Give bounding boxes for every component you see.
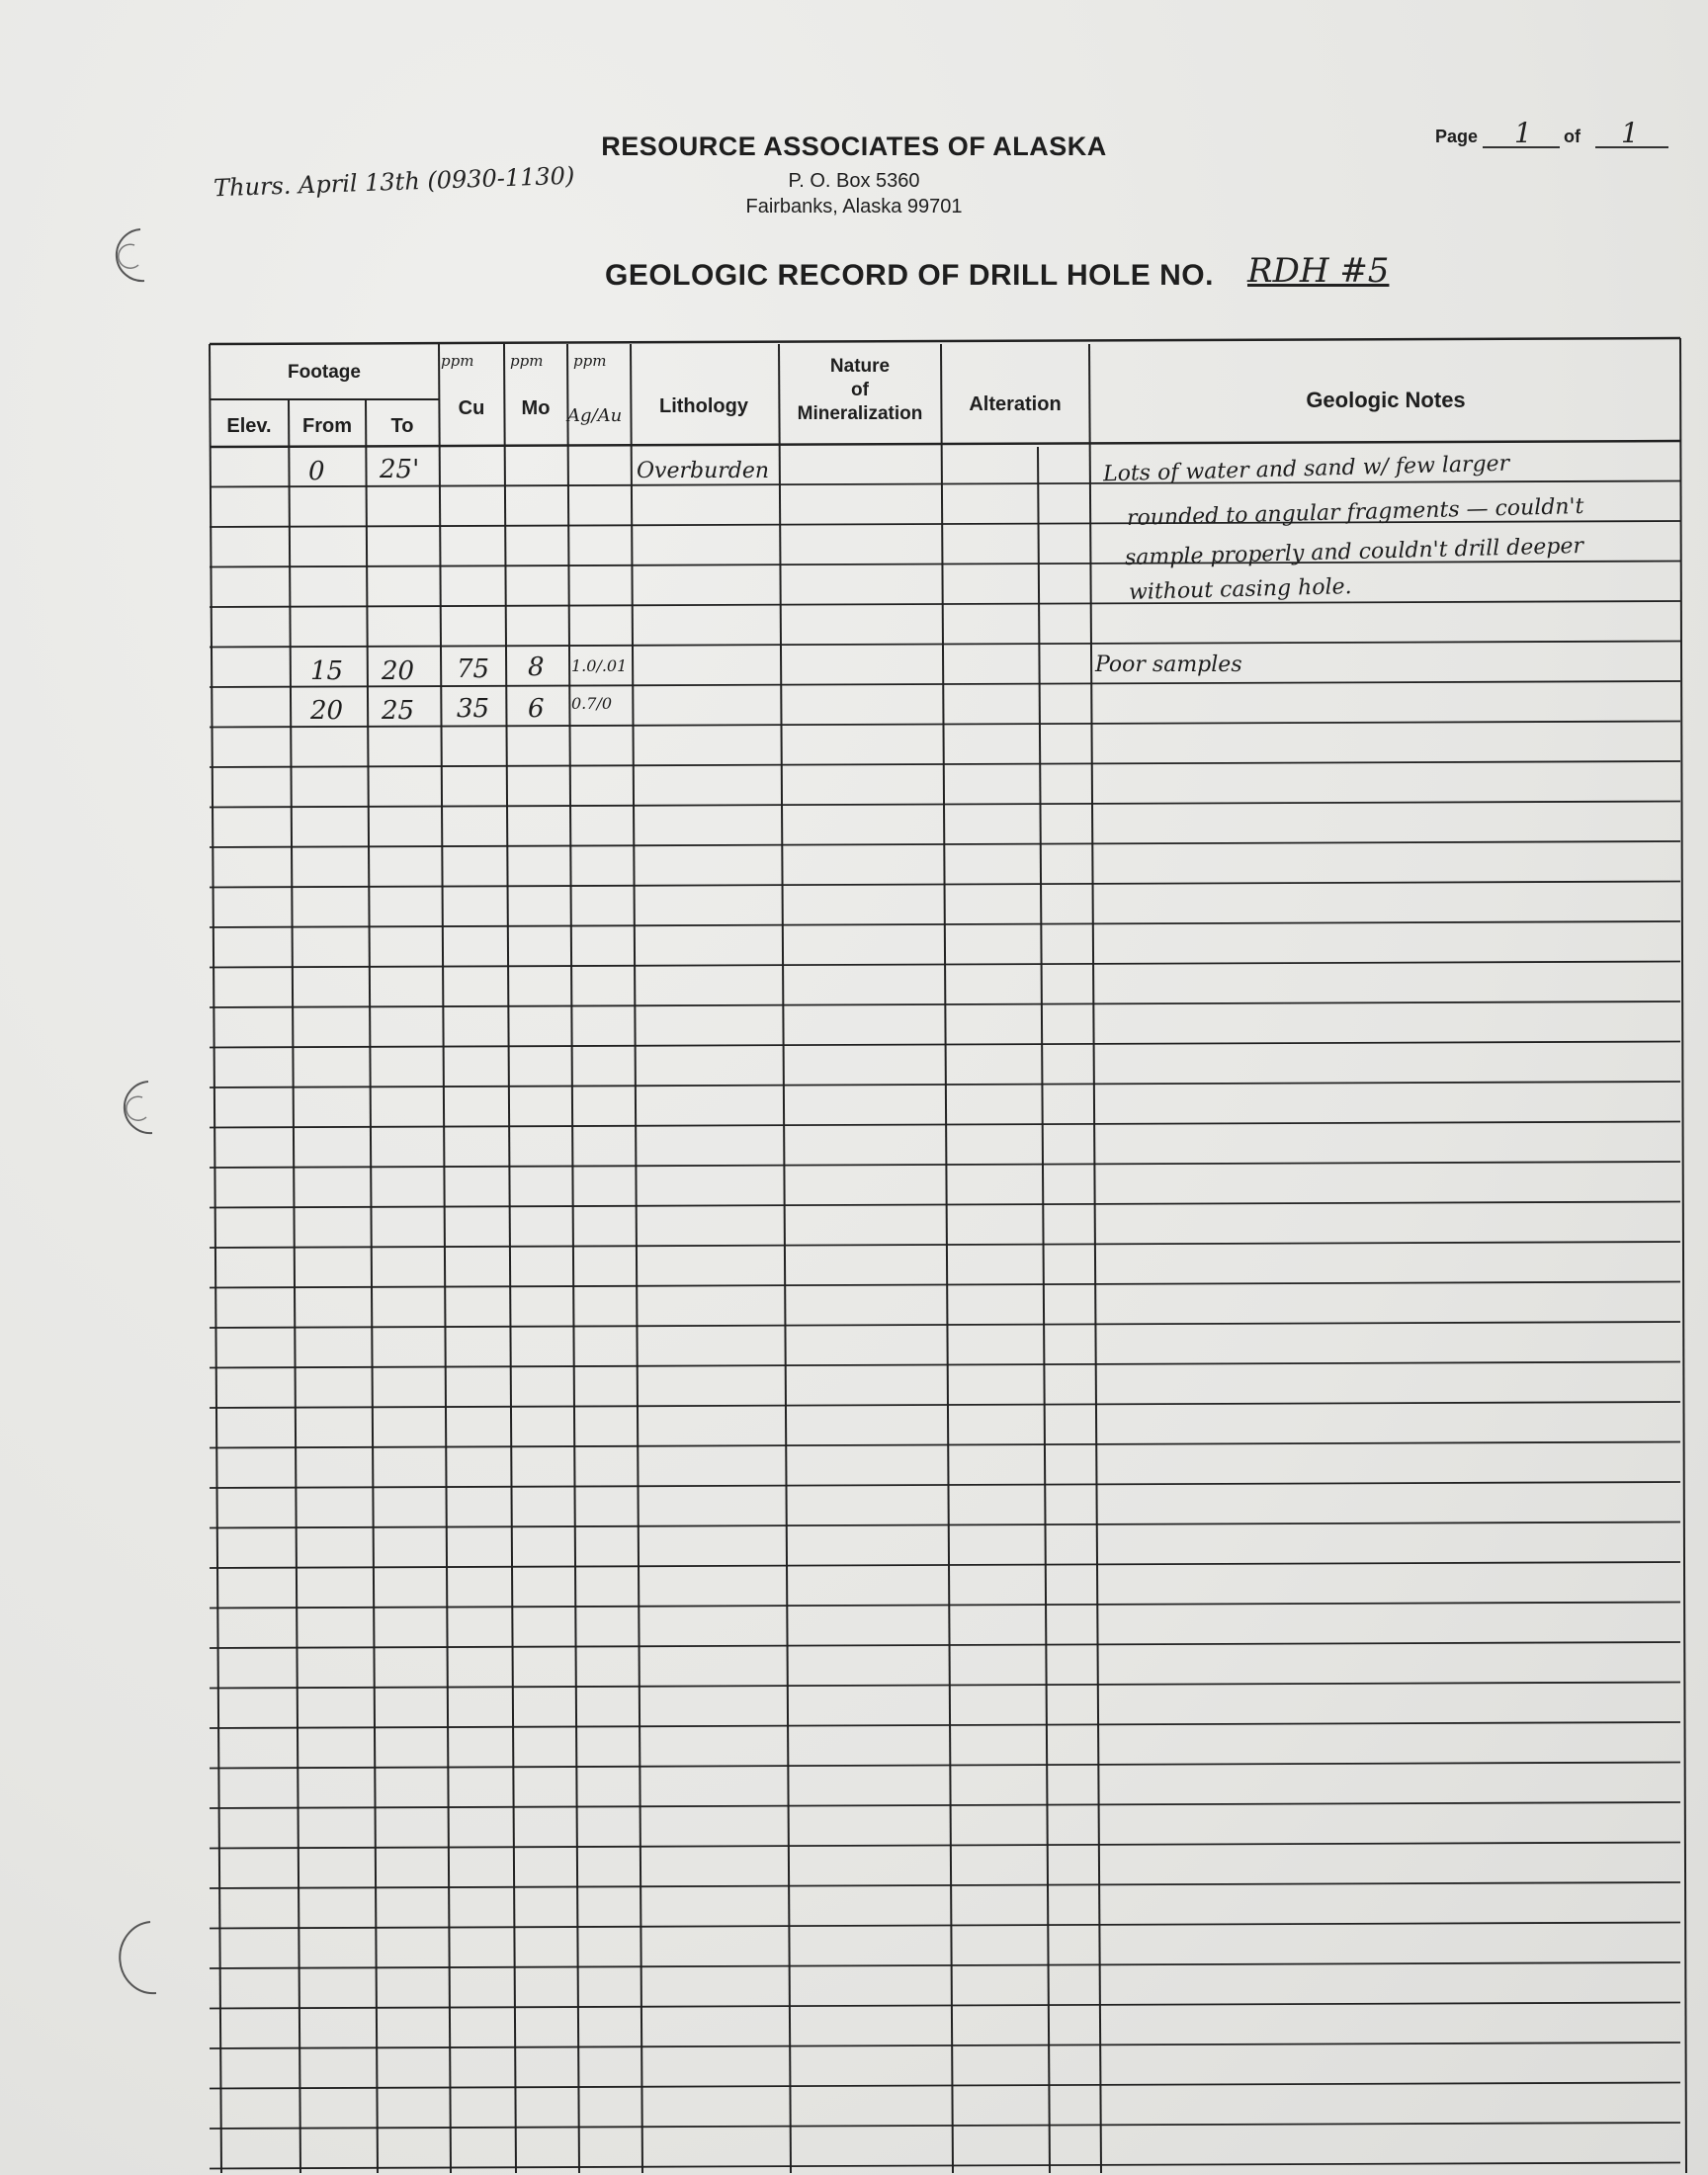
row2-from: 15 xyxy=(310,656,344,686)
header-elev: Elev. xyxy=(226,415,272,437)
page-label: Page xyxy=(1435,127,1479,146)
row3-ag-au: 0.7/0 xyxy=(571,694,613,713)
header-to: To xyxy=(390,415,414,437)
of-label: of xyxy=(1564,127,1580,146)
row1-to: 25' xyxy=(380,455,420,484)
row1-lithology: Overburden xyxy=(637,459,770,483)
header-footage: Footage xyxy=(288,362,361,383)
header-mineralization-3: Mineralization xyxy=(797,403,923,424)
address-line-1: P. O. Box 5360 xyxy=(788,170,920,192)
company-name: RESOURCE ASSOCIATES OF ALASKA xyxy=(601,131,1107,161)
page-title: GEOLOGIC RECORD OF DRILL HOLE NO. xyxy=(605,259,1214,292)
page-total: 1 xyxy=(1621,117,1639,149)
header-ag-au: Ag/Au xyxy=(567,405,623,426)
header-lithology: Lithology xyxy=(659,395,748,417)
handwritten-date: Thurs. April 13th (0930-1130) xyxy=(213,161,575,203)
geologic-note-poor-samples: Poor samples xyxy=(1095,652,1242,677)
geologic-note-line-4: without casing hole. xyxy=(1128,574,1352,605)
ppm-label-ag: ppm xyxy=(573,352,607,370)
row2-mo: 8 xyxy=(528,652,545,682)
row3-cu: 35 xyxy=(457,694,490,724)
geologic-note-line-2: rounded to angular fragments — couldn't xyxy=(1126,493,1584,532)
header-mineralization-1: Nature xyxy=(829,356,891,377)
geologic-note-line-1: Lots of water and sand w/ few larger xyxy=(1102,451,1510,487)
row3-mo: 6 xyxy=(528,694,545,724)
row1-from: 0 xyxy=(308,457,325,486)
header-mineralization-2: of xyxy=(851,380,869,400)
row2-to: 20 xyxy=(382,656,415,686)
page-number: 1 xyxy=(1514,117,1532,149)
ppm-label-mo: ppm xyxy=(510,352,544,370)
header-mo: Mo xyxy=(521,397,551,419)
row3-from: 20 xyxy=(310,696,344,726)
address-line-2: Fairbanks, Alaska 99701 xyxy=(745,196,963,218)
row3-to: 25 xyxy=(382,696,415,726)
header-cu: Cu xyxy=(458,397,485,419)
ppm-label-cu: ppm xyxy=(441,352,474,370)
header-geologic-notes: Geologic Notes xyxy=(1306,388,1466,412)
row2-cu: 75 xyxy=(457,654,490,684)
header-from: From xyxy=(302,415,352,437)
row2-ag-au: 1.0/.01 xyxy=(571,656,628,675)
hole-number: RDH #5 xyxy=(1247,251,1390,291)
geologic-note-line-3: sample properly and couldn't drill deeper xyxy=(1124,533,1584,571)
header-alteration: Alteration xyxy=(969,393,1062,415)
